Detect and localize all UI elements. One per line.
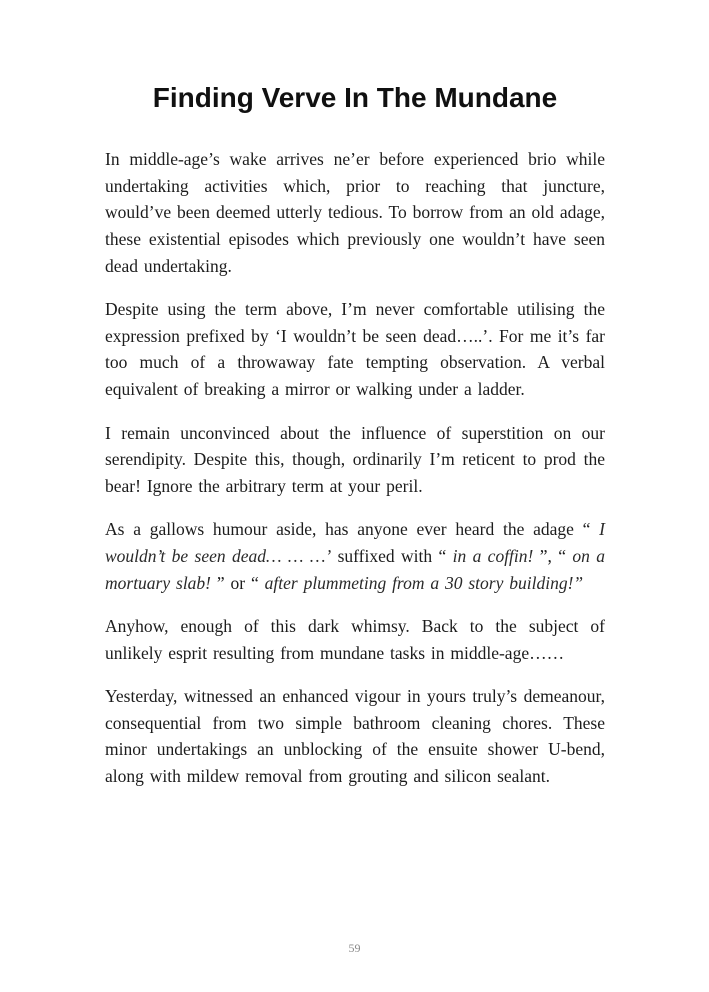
text-run: ”, “ (533, 545, 573, 566)
paragraph (105, 516, 605, 596)
italic-text-run: I wouldn’t be seen dead… … …’ (105, 519, 605, 566)
text-run: ” or “ (211, 572, 265, 593)
paragraph (105, 420, 605, 500)
paragraph (105, 296, 605, 402)
text-run: Despite using the term above, I’m never comfortable utilising the expression prefixed by ‘I wouldn’t be seen dead…..’. For me it’s far too much of a throwaway fate tempting observation. A verbal equivalent of breaking a mirror or walking under a ladder. (105, 299, 605, 399)
page-number: 59 (348, 941, 361, 955)
italic-text-run: in a coffin! (452, 545, 534, 566)
text-run: I remain unconvinced about the influence of superstition on our serendipity. Despite this, though, ordinarily I’m reticent to prod the bear! Ignore the arbitrary term at your peril. (105, 422, 605, 496)
paragraph (105, 683, 605, 789)
text-run: Anyhow, enough of this dark whimsy. Back to the subject of unlikely esprit resulting from mundane tasks in middle-age…… (105, 616, 605, 663)
paragraph (105, 146, 605, 279)
text-run: As a gallows humour aside, has anyone ever heard the adage “ (105, 519, 600, 540)
italic-text-run: on a mortuary slab! (105, 545, 605, 593)
document-body (105, 146, 605, 789)
text-run: In middle-age’s wake arrives ne’er before experienced brio while undertaking activities which, prior to reaching that juncture, would’ve been deemed utterly tedious. To borrow from an old adage, these existential episodes which previously one wouldn’t have seen dead undertaking. (105, 149, 605, 276)
paragraph (105, 613, 605, 666)
page-title: Finding Verve In The Mundane (152, 82, 558, 113)
italic-text-run: after plummeting from a 30 story building!” (264, 572, 584, 593)
text-run: Yesterday, witnessed an enhanced vigour in yours truly’s demeanour, consequential from two simple bathroom cleaning chores. These minor undertakings an unblocking of the ensuite shower U-bend, along with mildew removal from grouting and silicon sealant. (105, 686, 605, 787)
text-run: suffixed with “ (331, 545, 453, 566)
